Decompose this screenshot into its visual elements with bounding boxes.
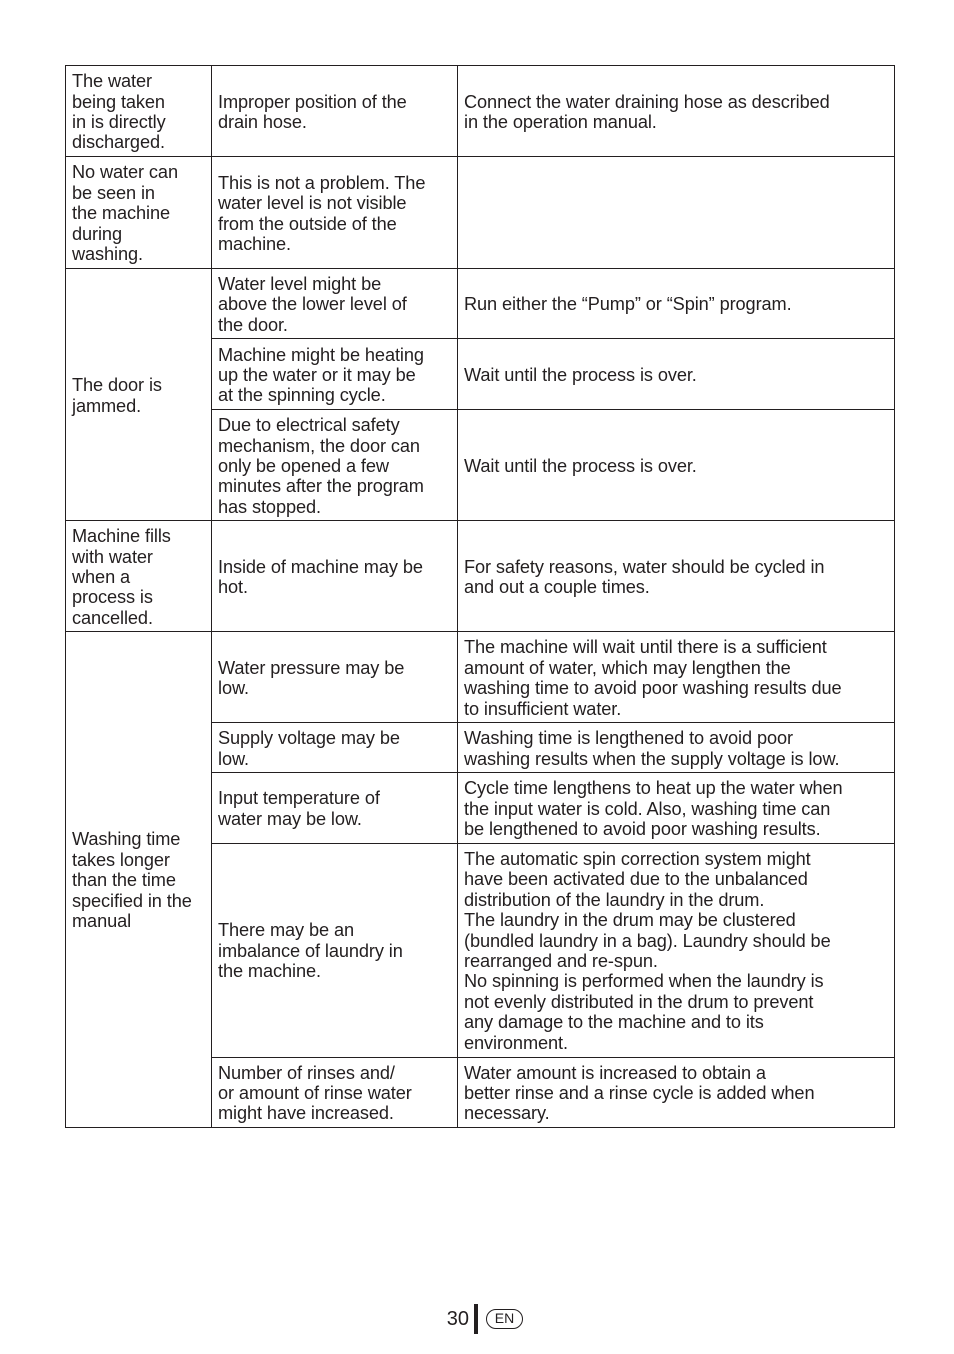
cause-cell: Improper position of the drain hose.	[212, 66, 458, 157]
cause-cell: There may be an imbalance of laundry in the machine.	[212, 843, 458, 1057]
cause-cell: Water pressure may be low.	[212, 632, 458, 723]
table-row	[66, 66, 895, 157]
page-divider	[474, 1304, 478, 1334]
cause-cell: This is not a problem. The water level is not visible from the outside of the machine.	[212, 157, 458, 269]
solution-cell: Wait until the process is over.	[458, 410, 895, 521]
solution-cell: Wait until the process is over.	[458, 339, 895, 410]
table-row	[66, 269, 895, 339]
solution-cell: Cycle time lengthens to heat up the water when the input water is cold. Also, washing time can be lengthened to avoid poor washing results.	[458, 773, 895, 843]
problem-cell: Machine fills with water when a process is cancelled.	[66, 521, 212, 632]
solution-cell: Washing time is lengthened to avoid poor washing results when the supply voltage is low.	[458, 723, 895, 773]
table-row	[66, 632, 895, 723]
solution-cell: Connect the water draining hose as described in the operation manual.	[458, 66, 895, 157]
table-row	[66, 521, 895, 632]
problem-cell: The door is jammed.	[66, 269, 212, 521]
solution-cell: The machine will wait until there is a sufficient amount of water, which may lengthen the washing time to avoid poor washing results due to insufficient water.	[458, 632, 895, 723]
cause-cell: Due to electrical safety mechanism, the door can only be opened a few minutes after the program has stopped.	[212, 410, 458, 521]
table-row	[66, 157, 895, 269]
language-badge: EN	[486, 1309, 523, 1329]
solution-cell: Water amount is increased to obtain a better rinse and a rinse cycle is added when necessary.	[458, 1057, 895, 1127]
cause-cell: Number of rinses and/ or amount of rinse water might have increased.	[212, 1057, 458, 1127]
cause-cell: Supply voltage may be low.	[212, 723, 458, 773]
troubleshooting-table	[65, 65, 895, 1128]
solution-cell	[458, 157, 895, 269]
page-number: 30	[446, 1308, 469, 1330]
cause-cell: Input temperature of water may be low.	[212, 773, 458, 843]
cause-cell: Water level might be above the lower level of the door.	[212, 269, 458, 339]
solution-cell: The automatic spin correction system might have been activated due to the unbalanced distribution of the laundry in the drum. The laundry in the drum may be clustered (bundled laundry in a bag). Laundry should be rearranged and re-spun. No spinning is performed when the laundry is not evenly distributed in the drum to prevent any damage to the machine and to its environment.	[458, 843, 895, 1057]
page-footer	[0, 1304, 954, 1334]
cause-cell: Inside of machine may be hot.	[212, 521, 458, 632]
solution-cell: For safety reasons, water should be cycled in and out a couple times.	[458, 521, 895, 632]
problem-cell: Washing time takes longer than the time specified in the manual	[66, 632, 212, 1127]
problem-cell: No water can be seen in the machine during washing.	[66, 157, 212, 269]
solution-cell: Run either the “Pump” or “Spin” program.	[458, 269, 895, 339]
cause-cell: Machine might be heating up the water or it may be at the spinning cycle.	[212, 339, 458, 410]
problem-cell: The water being taken in is directly discharged.	[66, 66, 212, 157]
